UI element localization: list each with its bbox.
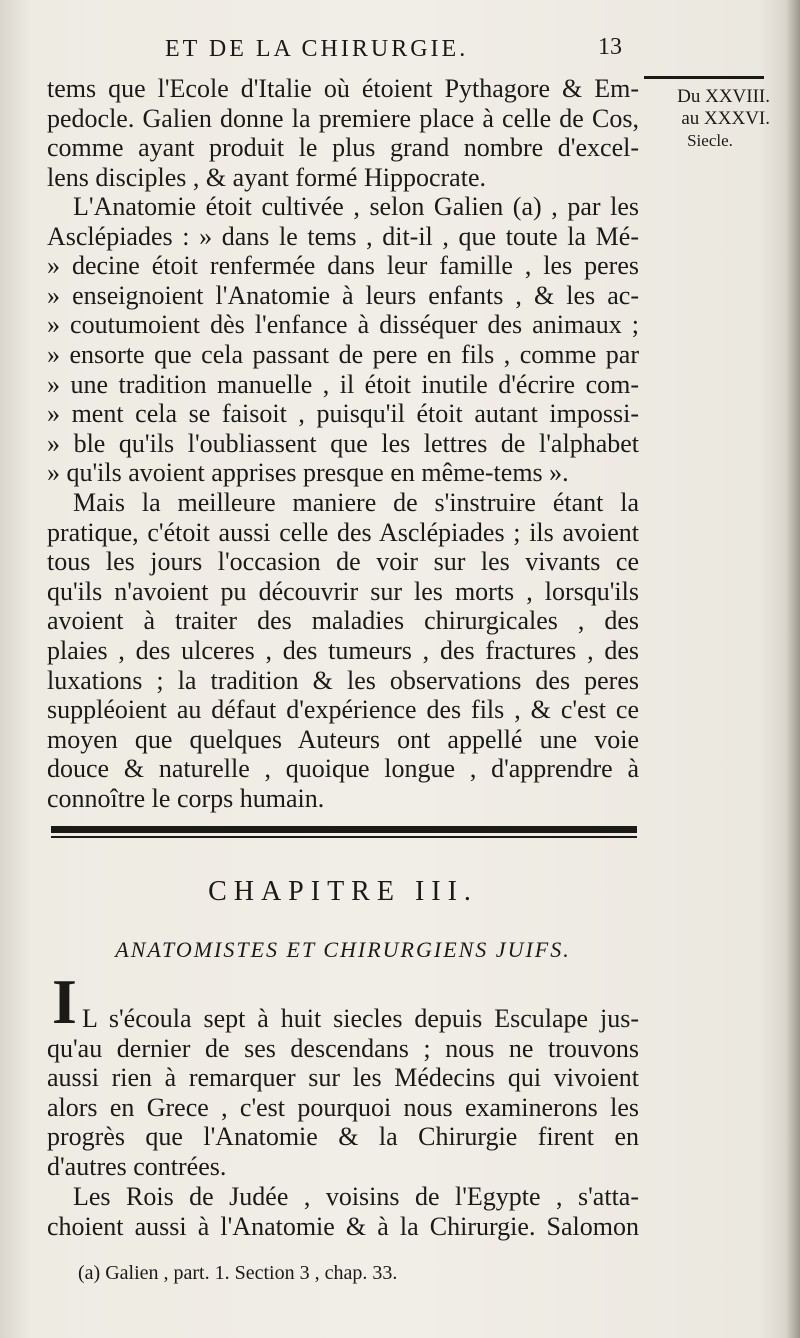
running-title: ET DE LA CHIRURGIE. bbox=[165, 36, 469, 62]
chapter-title: CHAPITRE III. bbox=[208, 876, 478, 907]
paragraph-5 bbox=[47, 1182, 639, 1241]
text-line: » une tradition manuelle , il étoit inutile d'écrire com- bbox=[47, 369, 639, 399]
drop-cap: I bbox=[52, 966, 77, 1037]
text-line: d'autres contrées. bbox=[47, 1151, 227, 1181]
text-line: » ensorte que cela passant de pere en fils , comme par bbox=[47, 339, 639, 369]
text-line: avoient à traiter des maladies chirurgicales , des bbox=[47, 606, 639, 636]
footnote: (a) Galien , part. 1. Section 3 , chap. 33. bbox=[78, 1262, 398, 1284]
text-line: luxations ; la tradition & les observations des peres bbox=[47, 665, 639, 695]
text-line: alors en Grece , c'est pourquoi nous examinerons les bbox=[47, 1092, 639, 1122]
text-line: moyen que quelques Auteurs ont appellé une voie bbox=[47, 724, 639, 754]
rule-thin bbox=[51, 836, 637, 838]
text-line: qu'ils n'avoient pu découvrir sur les morts , lorsqu'ils bbox=[47, 576, 639, 606]
margin-note bbox=[640, 86, 770, 152]
text-line: tems que l'Ecole d'Italie où étoient Pythagore & Em- bbox=[47, 74, 639, 103]
page-number: 13 bbox=[598, 34, 622, 60]
text-line: connoître le corps humain. bbox=[47, 783, 325, 813]
text-line: » coutumoient dès l'enfance à disséquer des animaux ; bbox=[47, 310, 639, 340]
text-line: progrès que l'Anatomie & la Chirurgie firent en bbox=[47, 1122, 639, 1152]
text-line: » ment cela se faisoit , puisqu'il étoit autant impossi- bbox=[47, 399, 639, 429]
chapter-subtitle: ANATOMISTES ET CHIRURGIENS JUIFS. bbox=[115, 937, 571, 962]
text-line: comme ayant produit le plus grand nombre d'excel- bbox=[47, 133, 639, 163]
text-line: douce & naturelle , quoique longue , d'apprendre à bbox=[47, 754, 639, 784]
text-line: Les Rois de Judée , voisins de l'Egypte , s'atta- bbox=[73, 1182, 639, 1211]
margin-note-line: au XXXVI. bbox=[681, 108, 770, 129]
paragraph-4 bbox=[47, 1004, 639, 1182]
text-line: pedocle. Galien donne la premiere place à celle de Cos, bbox=[47, 103, 639, 133]
margin-note-line: Siecle. bbox=[687, 131, 733, 150]
text-line: plaies , des ulceres , des tumeurs , des fractures , des bbox=[47, 635, 639, 665]
text-line: L'Anatomie étoit cultivée , selon Galien (a) , par les bbox=[73, 192, 639, 221]
text-line: Mais la meilleure maniere de s'instruire étant la bbox=[73, 488, 639, 517]
chapter-separator-rule bbox=[51, 826, 637, 840]
paragraph-3 bbox=[47, 488, 639, 814]
rule-thick bbox=[51, 826, 637, 833]
text-line: lens disciples , & ayant formé Hippocrate. bbox=[47, 162, 486, 192]
text-line: choient aussi à l'Anatomie & à la Chirurgie. Salomon bbox=[47, 1211, 639, 1241]
paragraph-1 bbox=[47, 74, 639, 192]
text-line: suppléoient au défaut d'expérience des fils , & c'est ce bbox=[47, 695, 639, 725]
text-line: » qu'ils avoient apprises presque en même-tems ». bbox=[47, 458, 569, 488]
text-line: Asclépiades : » dans le tems , dit-il , que toute la Mé- bbox=[47, 221, 639, 251]
text-line: L s'écoula sept à huit siecles depuis Esculape jus- bbox=[82, 1004, 639, 1033]
margin-note-rule bbox=[644, 76, 764, 79]
paragraph-2 bbox=[47, 192, 639, 488]
text-line: » decine étoit renfermée dans leur famille , les peres bbox=[47, 251, 639, 281]
page-edge-shadow bbox=[786, 0, 800, 1338]
text-line: » ble qu'ils l'oubliassent que les lettres de l'alphabet bbox=[47, 428, 639, 458]
margin-note-line: Du XXVIII. bbox=[677, 86, 770, 107]
text-line: qu'au dernier de ses descendans ; nous ne trouvons bbox=[47, 1033, 639, 1063]
text-line: » enseignoient l'Anatomie à leurs enfants , & les ac- bbox=[47, 280, 639, 310]
text-line: aussi rien à remarquer sur les Médecins qui vivoient bbox=[47, 1063, 639, 1093]
text-line: pratique, c'étoit aussi celle des Asclépiades ; ils avoient bbox=[47, 517, 639, 547]
text-line: tous les jours l'occasion de voir sur les vivants ce bbox=[47, 547, 639, 577]
